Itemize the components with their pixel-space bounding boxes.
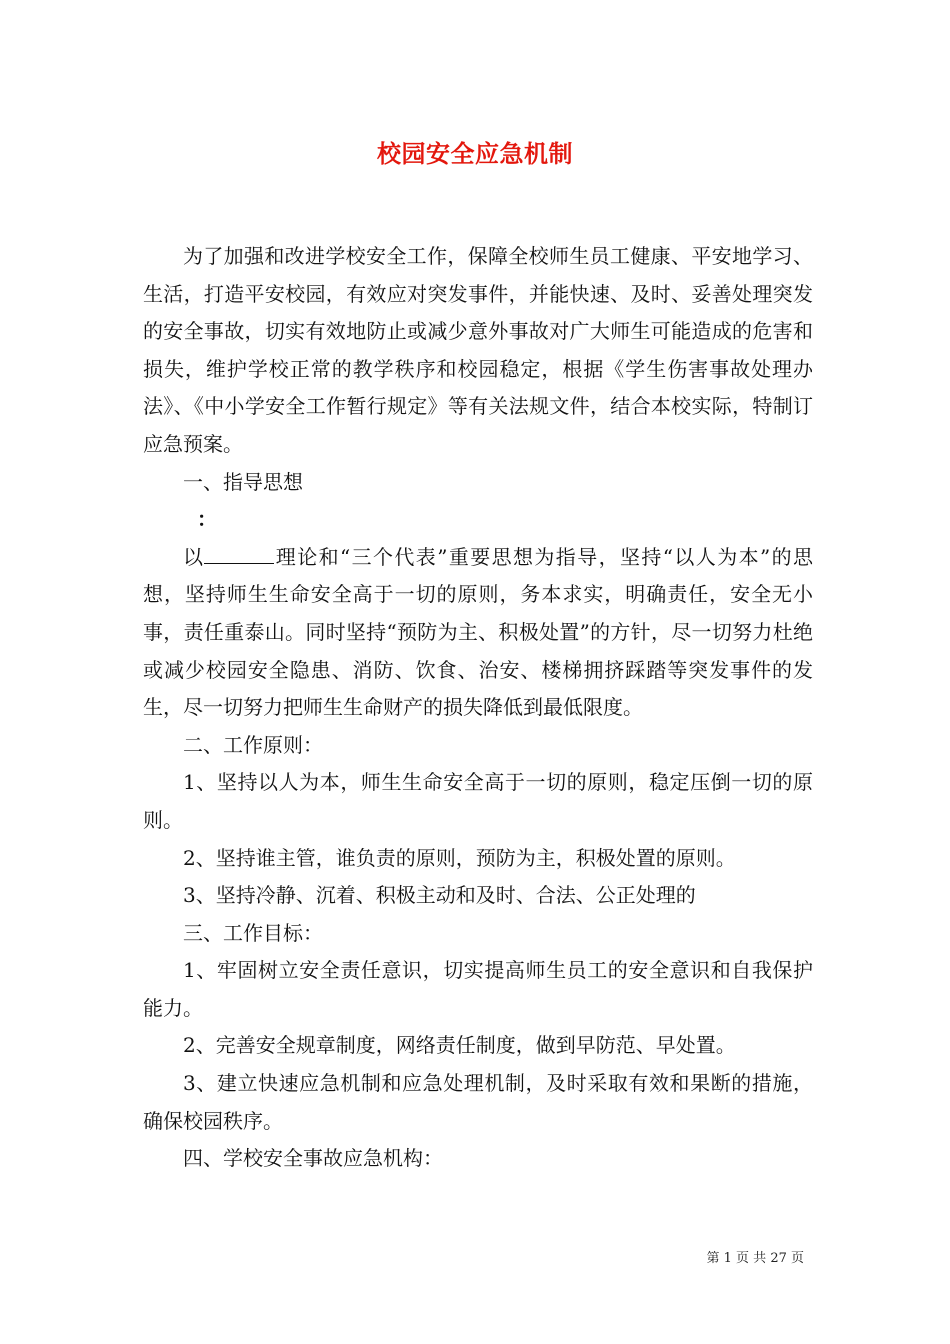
section-heading-work-principles: 二、工作原则： bbox=[183, 732, 323, 757]
principle-item-2: 2、坚持谁主管，谁负责的原则，预防为主，积极处置的原则。 bbox=[183, 845, 736, 870]
section-heading-emergency-organization: 四、学校安全事故应急机构： bbox=[183, 1146, 443, 1171]
principle-item-3: 3、坚持冷静、沉着、积极主动和及时、合法、公正处理的 bbox=[183, 883, 696, 908]
page-number: 第 1 页 共 27 页 bbox=[706, 1251, 804, 1266]
colon-line: ： bbox=[197, 507, 217, 532]
goal-item-3: 3、建立快速应急机制和应急处理机制，及时采取有效和果断的措施，确保校园秩序。 bbox=[143, 1071, 813, 1133]
guiding-thought-paragraph bbox=[143, 539, 813, 727]
blank-underline bbox=[204, 545, 274, 564]
guiding-thought-prefix: 以 bbox=[183, 544, 205, 569]
section-heading-work-goals: 三、工作目标： bbox=[183, 920, 323, 945]
goal-item-2: 2、完善安全规章制度，网络责任制度，做到早防范、早处置。 bbox=[183, 1033, 736, 1058]
principle-item-1: 1、坚持以人为本，师生生命安全高于一切的原则，稳定压倒一切的原则。 bbox=[143, 770, 813, 832]
guiding-thought-text: 理论和“三个代表”重要思想为指导，坚持“以人为本”的思想，坚持师生生命安全高于一切的原则，务本求实，明确责任，安全无小事，责任重泰山。同时坚持“预防为主、积极处置”的方针，尽一切努力杜绝或减少校园安全隐患、消防、饮食、治安、楼梯拥挤踩踏等突发事件的发生，尽一切努力把师生生命财产的损失降低到最低限度。 bbox=[143, 544, 814, 720]
document-body bbox=[143, 238, 813, 1178]
intro-paragraph: 为了加强和改进学校安全工作，保障全校师生员工健康、平安地学习、生活，打造平安校园，有效应对突发事件，并能快速、及时、妥善处理突发的安全事故，切实有效地防止或减少意外事故对广大师生可能造成的危害和损失，维护学校正常的教学秩序和校园稳定，根据《学生伤害事故处理办法》、《中小学安全工作暂行规定》等有关法规文件，结合本校实际，特制订应急预案。 bbox=[143, 244, 813, 456]
goal-item-1: 1、牢固树立安全责任意识，切实提高师生员工的安全意识和自我保护能力。 bbox=[143, 958, 813, 1020]
section-heading-guiding-thought: 一、指导思想 bbox=[183, 469, 303, 494]
document-title: 校园安全应急机制 bbox=[377, 139, 573, 168]
